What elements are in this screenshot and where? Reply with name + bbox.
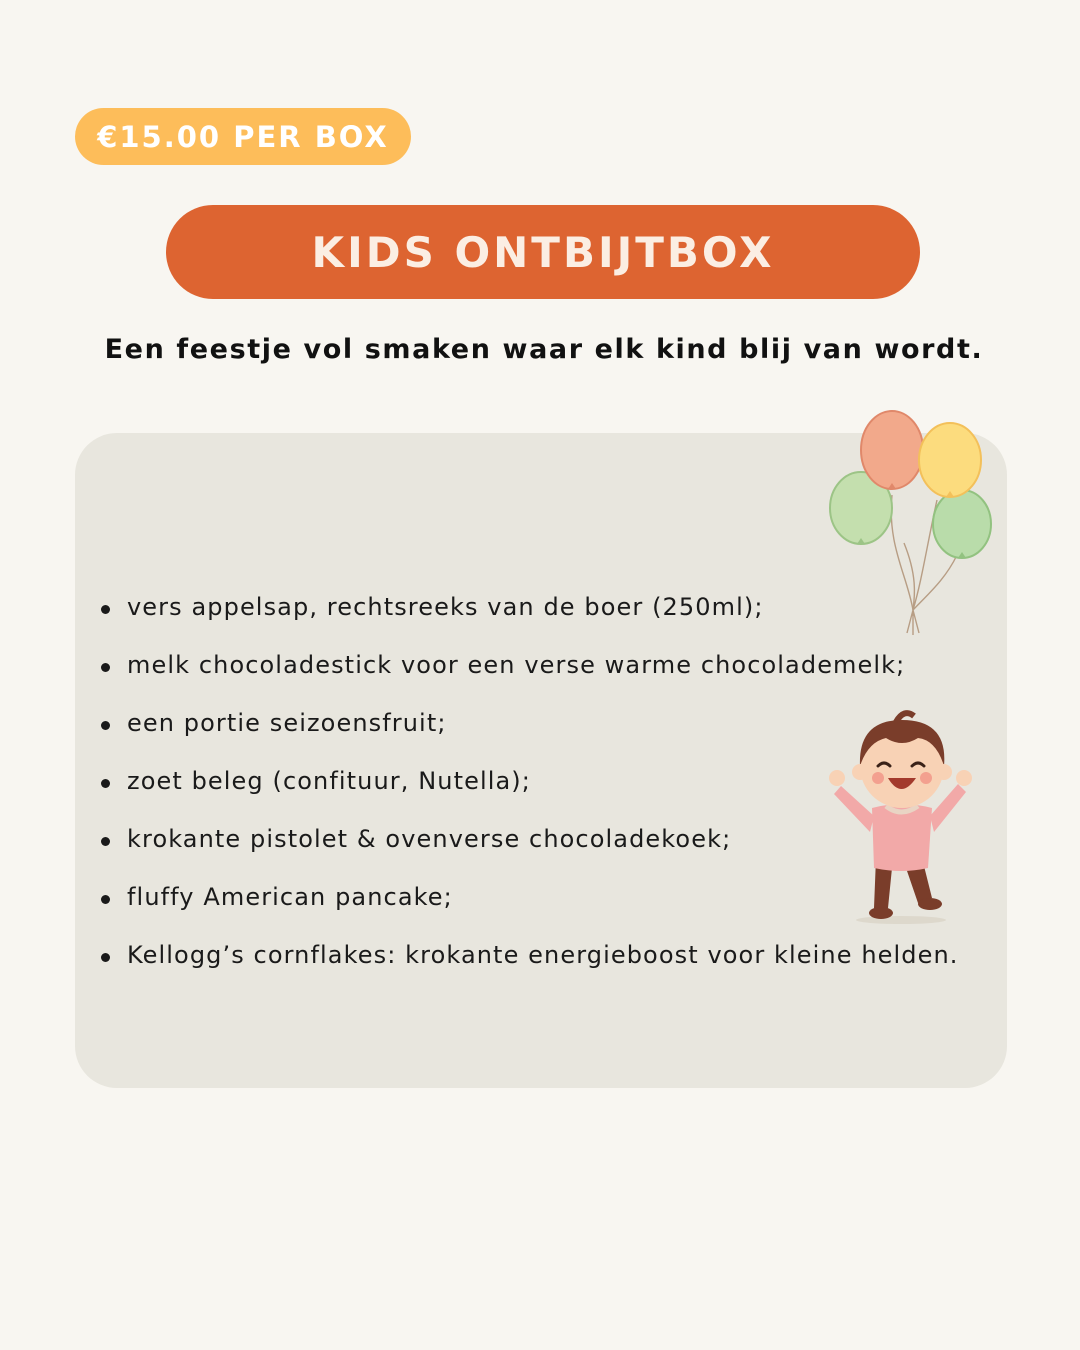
- bullet-icon: [101, 779, 110, 788]
- balloons-illustration: [827, 405, 999, 637]
- list-item: [127, 825, 731, 853]
- list-item: [127, 709, 447, 737]
- list-item: [127, 767, 531, 795]
- list-item-text: Kellogg’s cornflakes: krokante energieboost voor kleine helden.: [127, 941, 959, 969]
- list-item: [127, 593, 764, 621]
- list-item-text: een portie seizoensfruit;: [127, 709, 447, 737]
- subtitle: Een feestje vol smaken waar elk kind blij van wordt.: [104, 334, 984, 365]
- list-item-text: melk chocoladestick voor een verse warme chocolademelk;: [127, 651, 906, 679]
- list-item: [127, 651, 905, 679]
- bullet-icon: [101, 837, 110, 846]
- bullet-icon: [101, 663, 110, 672]
- price-badge: €15.00 PER BOX: [75, 108, 411, 165]
- list-item: [127, 883, 453, 911]
- bullet-icon: [101, 605, 110, 614]
- bullet-icon: [101, 953, 110, 962]
- happy-kid-illustration: [826, 708, 976, 926]
- list-item-text: fluffy American pancake;: [127, 883, 453, 911]
- bullet-icon: [101, 895, 110, 904]
- list-item-text: krokante pistolet & ovenverse chocoladekoek;: [127, 825, 732, 853]
- page-title: KIDS ONTBIJTBOX: [166, 205, 920, 299]
- bullet-icon: [101, 721, 110, 730]
- list-item-text: zoet beleg (confituur, Nutella);: [127, 767, 531, 795]
- list-item-text: vers appelsap, rechtsreeks van de boer (250ml);: [127, 593, 764, 621]
- list-item: [127, 941, 959, 969]
